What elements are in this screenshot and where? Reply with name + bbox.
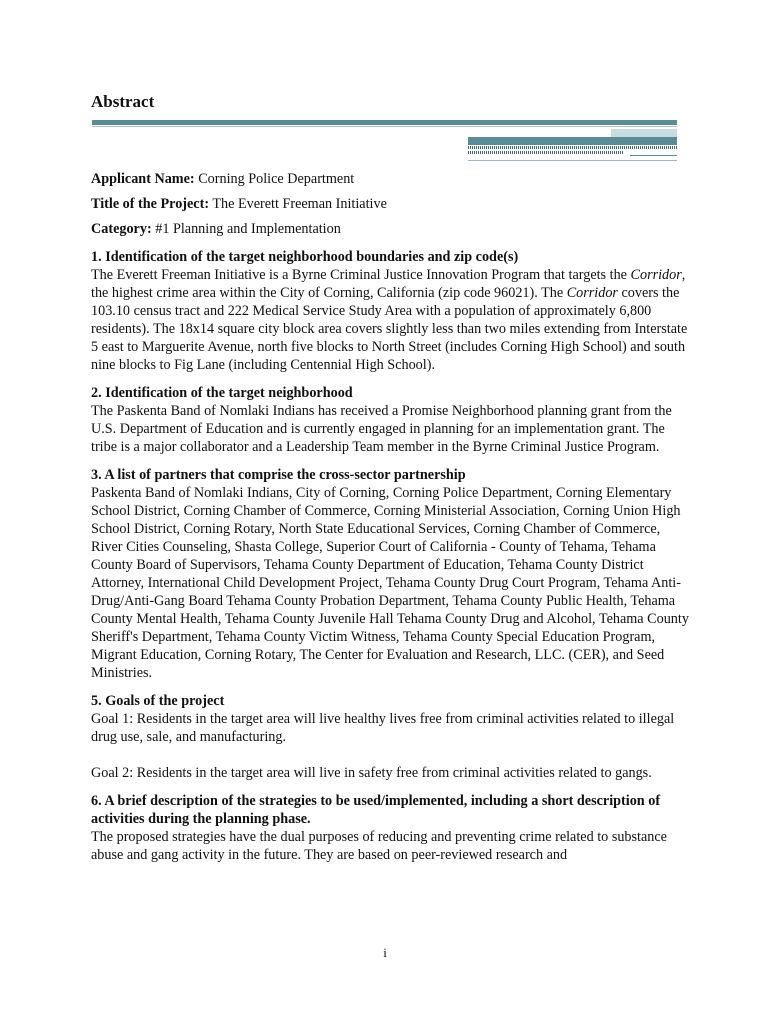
- rule-block-light: [611, 129, 677, 137]
- meta-label: Title of the Project:: [91, 196, 210, 212]
- rule-block-dark: [468, 137, 677, 145]
- section-heading: 1. Identification of the target neighborhood boundaries and zip code(s): [91, 249, 519, 265]
- section-body: [91, 266, 691, 374]
- section-heading: 6. A brief description of the strategies to be used/implemented, including a short description of activities during the planning phase.: [91, 793, 661, 827]
- rule-dotted-1: [468, 146, 677, 149]
- emphasis-corridor: Corridor: [566, 285, 618, 301]
- section-2: [91, 384, 691, 456]
- decorative-header-rule: [0, 0, 770, 170]
- section-heading: 5. Goals of the project: [91, 693, 225, 709]
- page-number: i: [383, 945, 387, 960]
- section-body: The proposed strategies have the dual purposes of reducing and preventing crime related to substance abuse and gang activity in the future. They are based on peer-reviewed research and: [91, 829, 667, 863]
- meta-value: #1 Planning and Implementation: [151, 221, 341, 237]
- meta-value: Corning Police Department: [194, 171, 355, 187]
- rule-bar-main: [92, 120, 677, 125]
- project-category: [91, 220, 691, 238]
- text-run: covers the 103.10 census tract and 222 Medical Service Study Area with a population of approximately 6,800 residents). The 18x14 square city block area covers slightly less than two miles extending from Interstate 5 east to Marguerite Avenue, north five blocks to North Street (includes Corning High School) and south nine blocks to Fig Lane (including Centennial High School).: [91, 285, 688, 373]
- section-3: [91, 466, 691, 682]
- meta-label: Applicant Name:: [91, 171, 195, 187]
- goal-2: Goal 2: Residents in the target area will live in safety free from criminal activities related to gangs.: [91, 765, 652, 781]
- rule-dotted-2: [468, 151, 623, 154]
- section-body: Paskenta Band of Nomlaki Indians, City of Corning, Corning Police Department, Corning Elementary School District, Corning Chamber of Commerce, Corning Ministerial Association, Corning Union High School District, Corning Rotary, North State Educational Services, Corning Chamber of Commerce, River Cities Counseling, Shasta College, Superior Court of California - County of Tehama, Tehama County Board of Supervisors, Tehama County Department of Education, Tehama County District Attorney, International Child Development Project, Tehama County Drug Court Program, Tehama Anti-Drug/Anti-Gang Board Tehama County Probation Department, Tehama County Public Health, Tehama County Mental Health, Tehama County Juvenile Hall Tehama County Drug and Alcohol, Tehama County Sheriff's Department, Tehama County Victim Witness, Tehama County Special Education Program, Migrant Education, Corning Rotary, The Center for Evaluation and Research, LLC. (CER), and Seed Ministries.: [91, 485, 689, 681]
- document-body: [91, 170, 691, 864]
- rule-thin-2: [468, 160, 677, 161]
- rule-thin-1: [630, 155, 677, 156]
- meta-label: Category:: [91, 221, 152, 237]
- meta-value: The Everett Freeman Initiative: [209, 196, 387, 212]
- section-body: The Paskenta Band of Nomlaki Indians has received a Promise Neighborhood planning grant from the U.S. Department of Education and is currently engaged in planning for an implementation grant. The tribe is a major collaborator and a Leadership Team member in the Byrne Criminal Justice Program.: [91, 403, 672, 455]
- emphasis-corridor: Corridor: [630, 267, 682, 283]
- section-heading: 3. A list of partners that comprise the cross-sector partnership: [91, 467, 466, 483]
- section-heading: 2. Identification of the target neighborhood: [91, 385, 353, 401]
- text-run: The Everett Freeman Initiative is a Byrne Criminal Justice Innovation Program that targets the: [91, 267, 631, 283]
- project-title: [91, 195, 691, 213]
- section-5: [91, 692, 691, 782]
- text-run: , the highest crime area within the City of Corning, California (zip code 96021). The: [91, 267, 686, 301]
- goal-1: Goal 1: Residents in the target area will live healthy lives free from criminal activities related to illegal drug use, sale, and manufacturing.: [91, 711, 675, 745]
- section-1: [91, 248, 691, 374]
- section-6: [91, 792, 691, 864]
- page-title: Abstract: [91, 92, 155, 111]
- applicant-name: [91, 170, 691, 188]
- rule-bar-light: [92, 126, 677, 127]
